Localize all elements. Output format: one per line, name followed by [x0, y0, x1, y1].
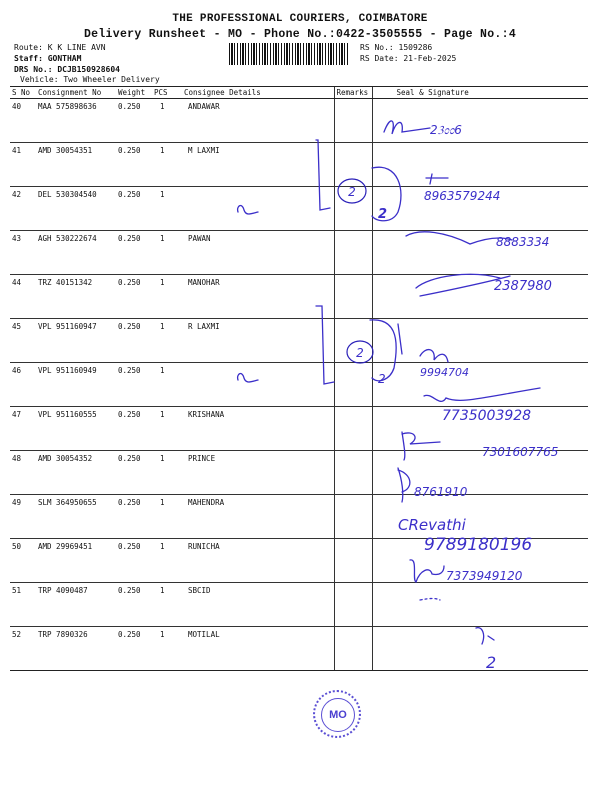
cell-consignee: MOTILAL — [182, 627, 334, 671]
cell-pcs: 1 — [152, 539, 182, 583]
cell-sno: 52 — [10, 627, 36, 671]
cell-pcs: 1 — [152, 495, 182, 539]
cell-consignment: VPL 951160949 — [36, 363, 116, 407]
table-row — [10, 451, 588, 495]
cell-weight: 0.250 — [116, 99, 152, 143]
cell-consignment: AMD 30054352 — [36, 451, 116, 495]
cell-consignee — [182, 187, 334, 231]
cell-consignment: TRP 4090487 — [36, 583, 116, 627]
runsheet-table — [10, 86, 588, 671]
cell-remarks — [334, 187, 372, 231]
cell-consignee: ANDAWAR — [182, 99, 334, 143]
col-weight: Weight — [116, 87, 152, 99]
cell-sno: 47 — [10, 407, 36, 451]
cell-weight: 0.250 — [116, 451, 152, 495]
cell-weight: 0.250 — [116, 627, 152, 671]
cell-signature — [372, 583, 588, 627]
cell-consignment: SLM 364950655 — [36, 495, 116, 539]
cell-consignee: SBCID — [182, 583, 334, 627]
cell-consignment: DEL 530304540 — [36, 187, 116, 231]
row40-handwriting: 23ಂಂ6 — [430, 123, 462, 137]
cell-pcs: 1 — [152, 319, 182, 363]
cell-consignment: TRP 7890326 — [36, 627, 116, 671]
col-consignee: Consignee Details — [182, 87, 334, 99]
table-row — [10, 275, 588, 319]
cell-remarks — [334, 627, 372, 671]
row49-handwriting: 8761910 — [414, 485, 468, 499]
vehicle-label: Vehicle: Two Wheeler Delivery — [20, 75, 160, 84]
cell-consignee: KRISHANA — [182, 407, 334, 451]
table-row — [10, 99, 588, 143]
svg-text:2: 2 — [356, 346, 364, 360]
cell-remarks — [334, 143, 372, 187]
cell-pcs: 1 — [152, 231, 182, 275]
barcode — [229, 43, 349, 65]
runsheet-title: THE PROFESSIONAL COURIERS, COIMBATORE — [172, 13, 428, 25]
cell-weight: 0.250 — [116, 495, 152, 539]
cell-remarks — [334, 231, 372, 275]
cell-sno: 51 — [10, 583, 36, 627]
cell-pcs: 1 — [152, 407, 182, 451]
cell-remarks — [334, 319, 372, 363]
cell-remarks — [334, 495, 372, 539]
cell-consignment: VPL 951160947 — [36, 319, 116, 363]
cell-signature — [372, 275, 588, 319]
row48-handwriting: 7301607765 — [482, 445, 559, 459]
cell-pcs: 1 — [152, 275, 182, 319]
table-row — [10, 495, 588, 539]
cell-signature — [372, 231, 588, 275]
cell-weight: 0.250 — [116, 539, 152, 583]
cell-weight: 0.250 — [116, 143, 152, 187]
table-row — [10, 187, 588, 231]
cell-signature — [372, 627, 588, 671]
table-row — [10, 539, 588, 583]
table-row — [10, 627, 588, 671]
svg-text:2: 2 — [378, 207, 388, 222]
cell-sno: 50 — [10, 539, 36, 583]
cell-signature — [372, 495, 588, 539]
cell-pcs: 1 — [152, 143, 182, 187]
cell-consignee: MANOHAR — [182, 275, 334, 319]
cell-weight: 0.250 — [116, 407, 152, 451]
cell-remarks — [334, 583, 372, 627]
page-bottom-handwriting: 2 — [486, 653, 497, 672]
cell-remarks — [334, 275, 372, 319]
cell-weight: 0.250 — [116, 187, 152, 231]
cell-sno: 43 — [10, 231, 36, 275]
cell-consignee: PRINCE — [182, 451, 334, 495]
cell-pcs: 1 — [152, 363, 182, 407]
cell-remarks — [334, 451, 372, 495]
cell-weight: 0.250 — [116, 583, 152, 627]
cell-sno: 46 — [10, 363, 36, 407]
cell-consignee: RUNICHA — [182, 539, 334, 583]
table-row — [10, 407, 588, 451]
cell-signature — [372, 187, 588, 231]
cell-consignment: AMD 30054351 — [36, 143, 116, 187]
route-label: Route: K K LINE AVN — [14, 43, 106, 52]
cell-pcs: 1 — [152, 627, 182, 671]
cell-consignee: R LAXMI — [182, 319, 334, 363]
cell-consignee: M LAXMI — [182, 143, 334, 187]
col-consignment: Consignment No — [36, 87, 116, 99]
cell-signature — [372, 451, 588, 495]
cell-consignment: TRZ 40151342 — [36, 275, 116, 319]
cell-signature — [372, 99, 588, 143]
svg-text:2: 2 — [378, 372, 386, 386]
cell-consignee — [182, 363, 334, 407]
rs-number: RS No.: 1509286 — [360, 43, 433, 52]
cell-signature — [372, 363, 588, 407]
table-row — [10, 143, 588, 187]
cell-consignment: AGH 530222674 — [36, 231, 116, 275]
cell-consignment: VPL 951160555 — [36, 407, 116, 451]
row44-handwriting: 2387980 — [494, 279, 552, 294]
cell-signature — [372, 143, 588, 187]
cell-weight: 0.250 — [116, 231, 152, 275]
col-remarks: Remarks — [334, 87, 372, 99]
cell-sno: 41 — [10, 143, 36, 187]
row43-handwriting: 8883334 — [496, 235, 550, 249]
cell-consignment: AMD 29969451 — [36, 539, 116, 583]
cell-remarks — [334, 407, 372, 451]
row47-handwriting: 7735003928 — [442, 408, 532, 424]
row42-handwriting: 8963579244 — [424, 189, 501, 203]
cell-consignee: MAHENDRA — [182, 495, 334, 539]
cell-sno: 48 — [10, 451, 36, 495]
table-row — [10, 319, 588, 363]
row50-name-handwriting: CRevathi — [398, 516, 466, 534]
cell-pcs: 1 — [152, 187, 182, 231]
cell-pcs: 1 — [152, 451, 182, 495]
row50-phone-handwriting: 9789180196 — [424, 535, 533, 555]
cell-consignment: MAA 575898636 — [36, 99, 116, 143]
cell-sno: 40 — [10, 99, 36, 143]
row51-handwriting: 7373949120 — [446, 569, 523, 583]
table-row — [10, 583, 588, 627]
runsheet-subtitle: Delivery Runsheet - MO - Phone No.:0422-3505555 - Page No.:4 — [83, 28, 517, 41]
cell-remarks — [334, 363, 372, 407]
col-pcs: PCS — [152, 87, 182, 99]
cell-pcs: 1 — [152, 99, 182, 143]
cell-weight: 0.250 — [116, 275, 152, 319]
cell-remarks — [334, 539, 372, 583]
cell-consignee: PAWAN — [182, 231, 334, 275]
stamp-text: MO — [321, 698, 355, 732]
cell-pcs: 1 — [152, 583, 182, 627]
col-signature: Seal & Signature — [372, 87, 588, 99]
staff-label: Staff: GONTHAM — [14, 54, 82, 63]
rs-date: RS Date: 21-Feb-2025 — [360, 54, 457, 63]
cell-sno: 49 — [10, 495, 36, 539]
row46-handwriting: 9994704 — [420, 366, 469, 379]
cell-weight: 0.250 — [116, 319, 152, 363]
cell-weight: 0.250 — [116, 363, 152, 407]
col-sno: S No — [10, 87, 36, 99]
cell-sno: 42 — [10, 187, 36, 231]
cell-remarks — [334, 99, 372, 143]
cell-sno: 44 — [10, 275, 36, 319]
table-row — [10, 231, 588, 275]
drs-number: DRS No.: DCJB150928604 — [14, 65, 120, 74]
cell-signature — [372, 319, 588, 363]
cell-sno: 45 — [10, 319, 36, 363]
svg-text:2: 2 — [348, 185, 356, 199]
office-stamp — [313, 690, 361, 738]
cell-signature — [372, 407, 588, 451]
table-header-row — [10, 87, 588, 99]
cell-signature — [372, 539, 588, 583]
table-row — [10, 363, 588, 407]
